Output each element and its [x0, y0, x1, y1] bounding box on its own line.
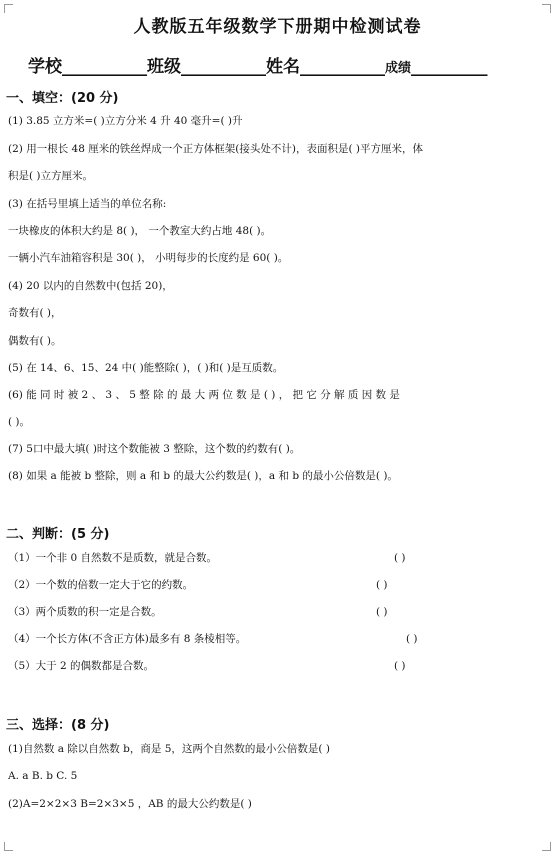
name-blank[interactable]: __________ — [300, 57, 385, 77]
judge-item: （2）一个数的倍数一定大于它的约数。 — [8, 579, 194, 591]
fill-line: (8) 如果 a 能被 b 整除，则 a 和 b 的最大公约数是( )，a 和 b 的最小公倍数是( )。 — [8, 470, 398, 482]
class-label: 班级 — [147, 57, 181, 77]
judge-answer-paren[interactable]: ( ) — [376, 579, 388, 591]
corner-mark-bottom-left — [4, 842, 13, 851]
fill-line: (3) 在括号里填上适当的单位名称: — [8, 198, 167, 210]
fill-line: (4) 20 以内的自然数中(包括 20)， — [8, 280, 173, 292]
school-label: 学校 — [28, 57, 62, 77]
fill-line: (1) 3.85 立方米=( )立方分米 4 升 40 毫升=( )升 — [8, 115, 243, 127]
section-judge-heading: 二、判断：(5 分) — [6, 527, 110, 542]
judge-answer-paren[interactable]: ( ) — [376, 606, 388, 618]
page-title: 人教版五年级数学下册期中检测试卷 — [133, 17, 422, 37]
choice-options: A. a B. b C. 5 — [8, 770, 78, 782]
name-label: 姓名 — [266, 57, 300, 77]
judge-item: （1）一个非 0 自然数不是质数，就是合数。 — [8, 552, 218, 564]
choice-line: (2)A=2×2×3 B=2×3×5 ，AB 的最大公约数是( ) — [8, 798, 252, 810]
fill-line: ( )。 — [8, 416, 31, 428]
fill-line: 一辆小汽车油箱容积是 30( )， 小明每步的长度约是 60( )。 — [8, 252, 289, 264]
judge-item: （4）一个长方体(不含正方体)最多有 8 条棱相等。 — [8, 633, 247, 645]
class-blank[interactable]: __________ — [181, 57, 266, 77]
fill-line: (2) 用一根长 48 厘米的铁丝焊成一个正方体框架(接头处不计)，表面积是( )平方厘米，体 — [8, 143, 423, 155]
fill-line: (7) 5口中最大填( )时这个数能被 3 整除，这个数的约数有( )。 — [8, 443, 301, 455]
section-fill-heading: 一、填空：(20 分) — [6, 91, 119, 106]
score-blank[interactable]: _________ — [411, 57, 488, 77]
choice-line: (1)自然数 a 除以自然数 b，商是 5，这两个自然数的最小公倍数是( ) — [8, 743, 330, 755]
fill-line: 奇数有( )， — [8, 307, 62, 319]
judge-item: （5）大于 2 的偶数都是合数。 — [8, 660, 155, 672]
fill-line: 积是( )立方厘米。 — [8, 170, 94, 182]
fill-line: (5) 在 14、6、15、24 中( )能整除( )，( )和( )是互质数。 — [8, 362, 284, 374]
judge-answer-paren[interactable]: ( ) — [394, 660, 406, 672]
section-choice-heading: 三、选择：(8 分) — [6, 718, 110, 733]
fill-line: 偶数有( )。 — [8, 335, 62, 347]
fill-line: (6) 能 同 时 被 2 、 3 、 5 整 除 的 最 大 两 位 数 是 ( ) ， 把 它 分 解 质 因 数 是 — [8, 389, 400, 401]
judge-answer-paren[interactable]: ( ) — [394, 552, 406, 564]
school-blank[interactable]: __________ — [62, 57, 147, 77]
score-label: 成绩 — [385, 61, 412, 76]
judge-answer-paren[interactable]: ( ) — [406, 633, 418, 645]
judge-item: （3）两个质数的积一定是合数。 — [8, 606, 162, 618]
corner-mark-bottom-right — [542, 842, 551, 851]
student-info-row — [28, 52, 488, 77]
fill-line: 一块橡皮的体积大约是 8( )， 一个教室大约占地 48( )。 — [8, 225, 272, 237]
